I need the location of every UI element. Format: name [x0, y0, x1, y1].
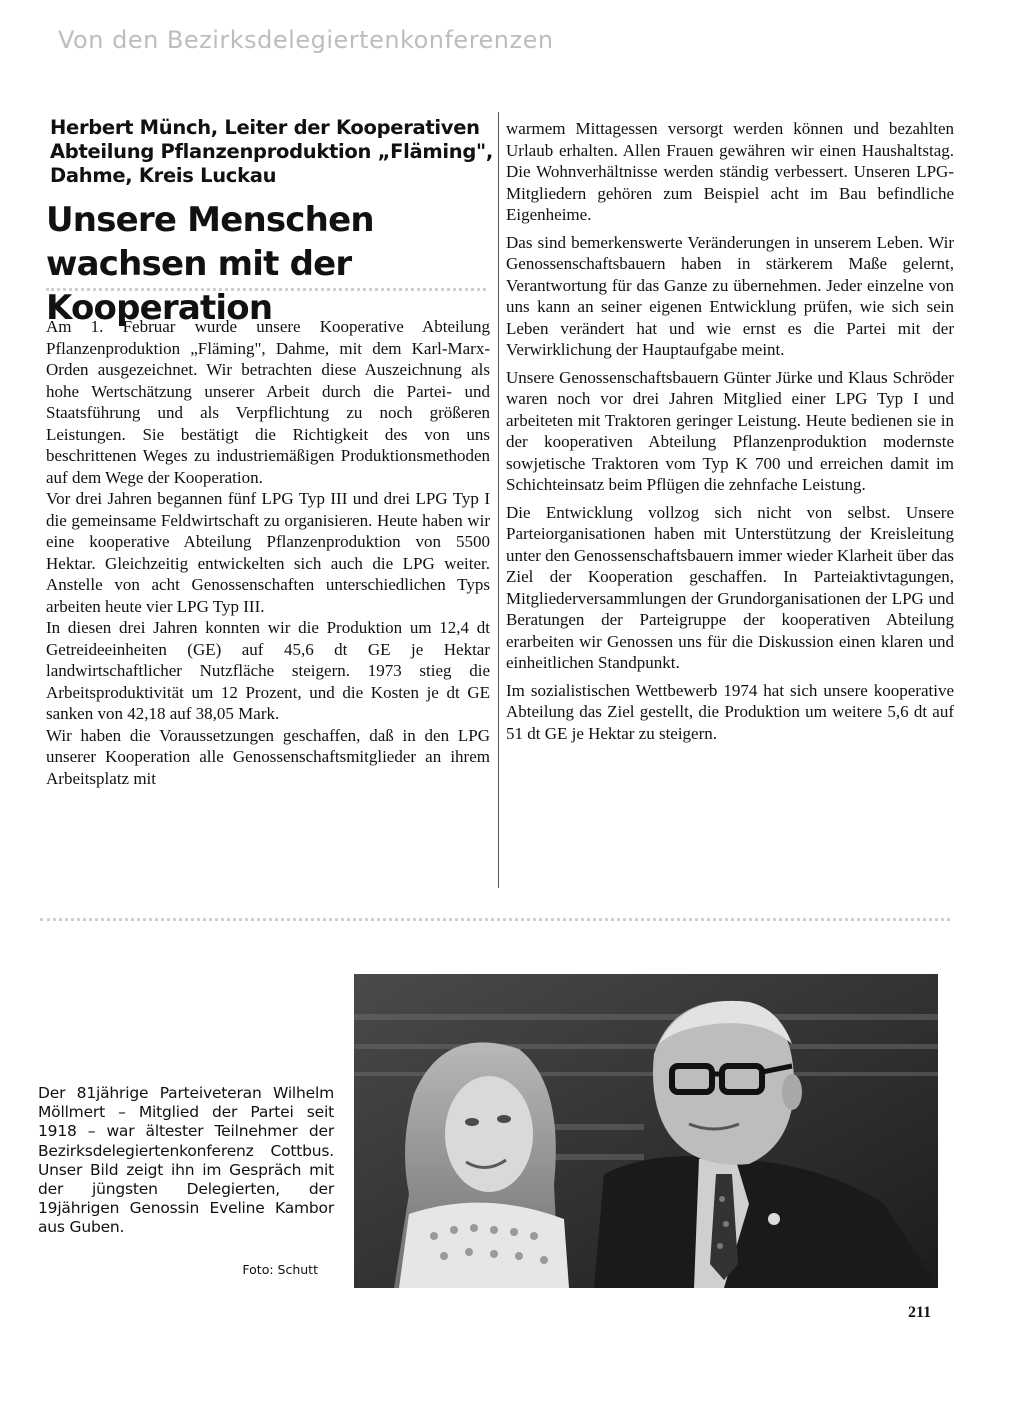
author-byline: Herbert Münch, Leiter der Kooperativen Abteilung Pflanzenproduktion „Fläming", Dahme, Kreis Luckau: [50, 116, 493, 187]
paragraph: Das sind bemerkenswerte Veränderungen in unserem Leben. Wir Genossenschaftsbauern haben in stärkerem Maße gelernt, Verantwortung für das Ganze zu übernehmen. Jeder einzelne von uns kann an seiner eigenen Entwicklung prüfen, wie sich sein Leben verändert hat und wie ernst es die Partei mit der Verwirklichung der Hauptaufgabe meint.: [506, 232, 954, 359]
photo-caption: Der 81jährige Parteiveteran Wilhelm Möllmert – Mitglied der Partei seit 1918 – war ältester Teilnehmer der Bezirksdelegiertenkonferenz Cottbus. Unser Bild zeigt ihn im Gespräch mit der jüngsten Delegierten, der 19jährigen Genossin Eveline Kambor aus Guben.: [38, 1084, 334, 1237]
paragraph: Unsere Genossenschaftsbauern Günter Jürke und Klaus Schröder waren noch vor drei Jahren Mitglied einer LPG Typ I und arbeiteten mit Traktoren geringer Leistung. Heute bedienen sie in der kooperativen Abteilung Pflanzenproduktion modernste sowjetische Traktoren vom Typ K 700 und erreichen damit im Schichteinsatz beim Pflügen die zehnfache Leistung.: [506, 367, 954, 494]
article-column-right: [506, 118, 954, 750]
paragraph: warmem Mittagessen versorgt werden können und bezahlten Urlaub erhalten. Allen Frauen gewähren wir einen Haushaltstag. Die Wohnverhältnisse werden ständig verbessert. Unseren LPG-Mitgliedern gehören zum Beispiel acht im Bau befindliche Eigenheime.: [506, 119, 954, 224]
paragraph: Die Entwicklung vollzog sich nicht von selbst. Unsere Parteiorganisationen haben mit Unterstützung der Kreisleitung unter den Genossenschaftsbauern immer wieder Klarheit über das Ziel der Kooperation geschaffen. In Parteiaktivtagungen, Mitgliederversammlungen der Grundorganisationen der LPG und Beratungen der Parteigruppe der kooperativen Abteilung erarbeiten wir Genossen uns für die Diskussion einen klaren und einheitlichen Standpunkt.: [506, 502, 954, 672]
title-divider: [46, 288, 486, 294]
photo: [354, 974, 938, 1288]
photo-credit: Foto: Schutt: [242, 1262, 318, 1277]
photo-illustration: [354, 974, 938, 1288]
paragraph: Vor drei Jahren begannen fünf LPG Typ III und drei LPG Typ I die gemeinsame Feldwirtschaft zu organisieren. Heute haben wir eine kooperative Abteilung Pflanzenproduktion von 5500 Hektar. Gleichzeitig entwickelten sich auch die LPG weiter. Anstelle von acht Genossenschaften unterschiedlichen Typs arbeiten heute vier LPG Typ III.: [46, 489, 490, 616]
paragraph: Wir haben die Voraussetzungen geschaffen, daß in den LPG unserer Kooperation alle Genossenschaftsmitglieder an ihrem Arbeitsplatz mit: [46, 725, 490, 788]
article-headline: Unsere Menschen wachsen mit der Kooperation: [46, 200, 374, 328]
column-divider: [498, 112, 499, 888]
section-header: Von den Bezirksdelegiertenkonferenzen: [58, 26, 554, 54]
article-column-left: [46, 316, 490, 789]
section-divider: [40, 918, 950, 924]
paragraph: Am 1. Februar wurde unsere Kooperative Abteilung Pflanzenproduktion „Fläming", Dahme, mit dem Karl-Marx-Orden ausgezeichnet. Wir betrachten diese Auszeichnung als hohe Wertschätzung unserer Arbeit durch die Partei- und Staatsführung und als Verpflichtung zu noch größeren Leistungen. Sie bestätigt die Richtigkeit des von uns beschrittenen Weges zu industriemäßigen Produktionsmethoden auf dem Wege der Kooperation.: [46, 317, 490, 487]
page-number: 211: [908, 1304, 932, 1321]
paragraph: In diesen drei Jahren konnten wir die Produktion um 12,4 dt Getreideeinheiten (GE) auf 45,6 dt GE je Hektar landwirtschaftlicher Nutzfläche steigern. 1973 stieg die Arbeitsproduktivität um 12 Prozent, und die Kosten je dt GE sanken von 42,18 auf 38,05 Mark.: [46, 618, 490, 723]
paragraph: Im sozialistischen Wettbewerb 1974 hat sich unsere kooperative Abteilung das Ziel gestellt, die Produktion um weitere 5,6 dt auf 51 dt GE je Hektar zu steigern.: [506, 680, 954, 743]
